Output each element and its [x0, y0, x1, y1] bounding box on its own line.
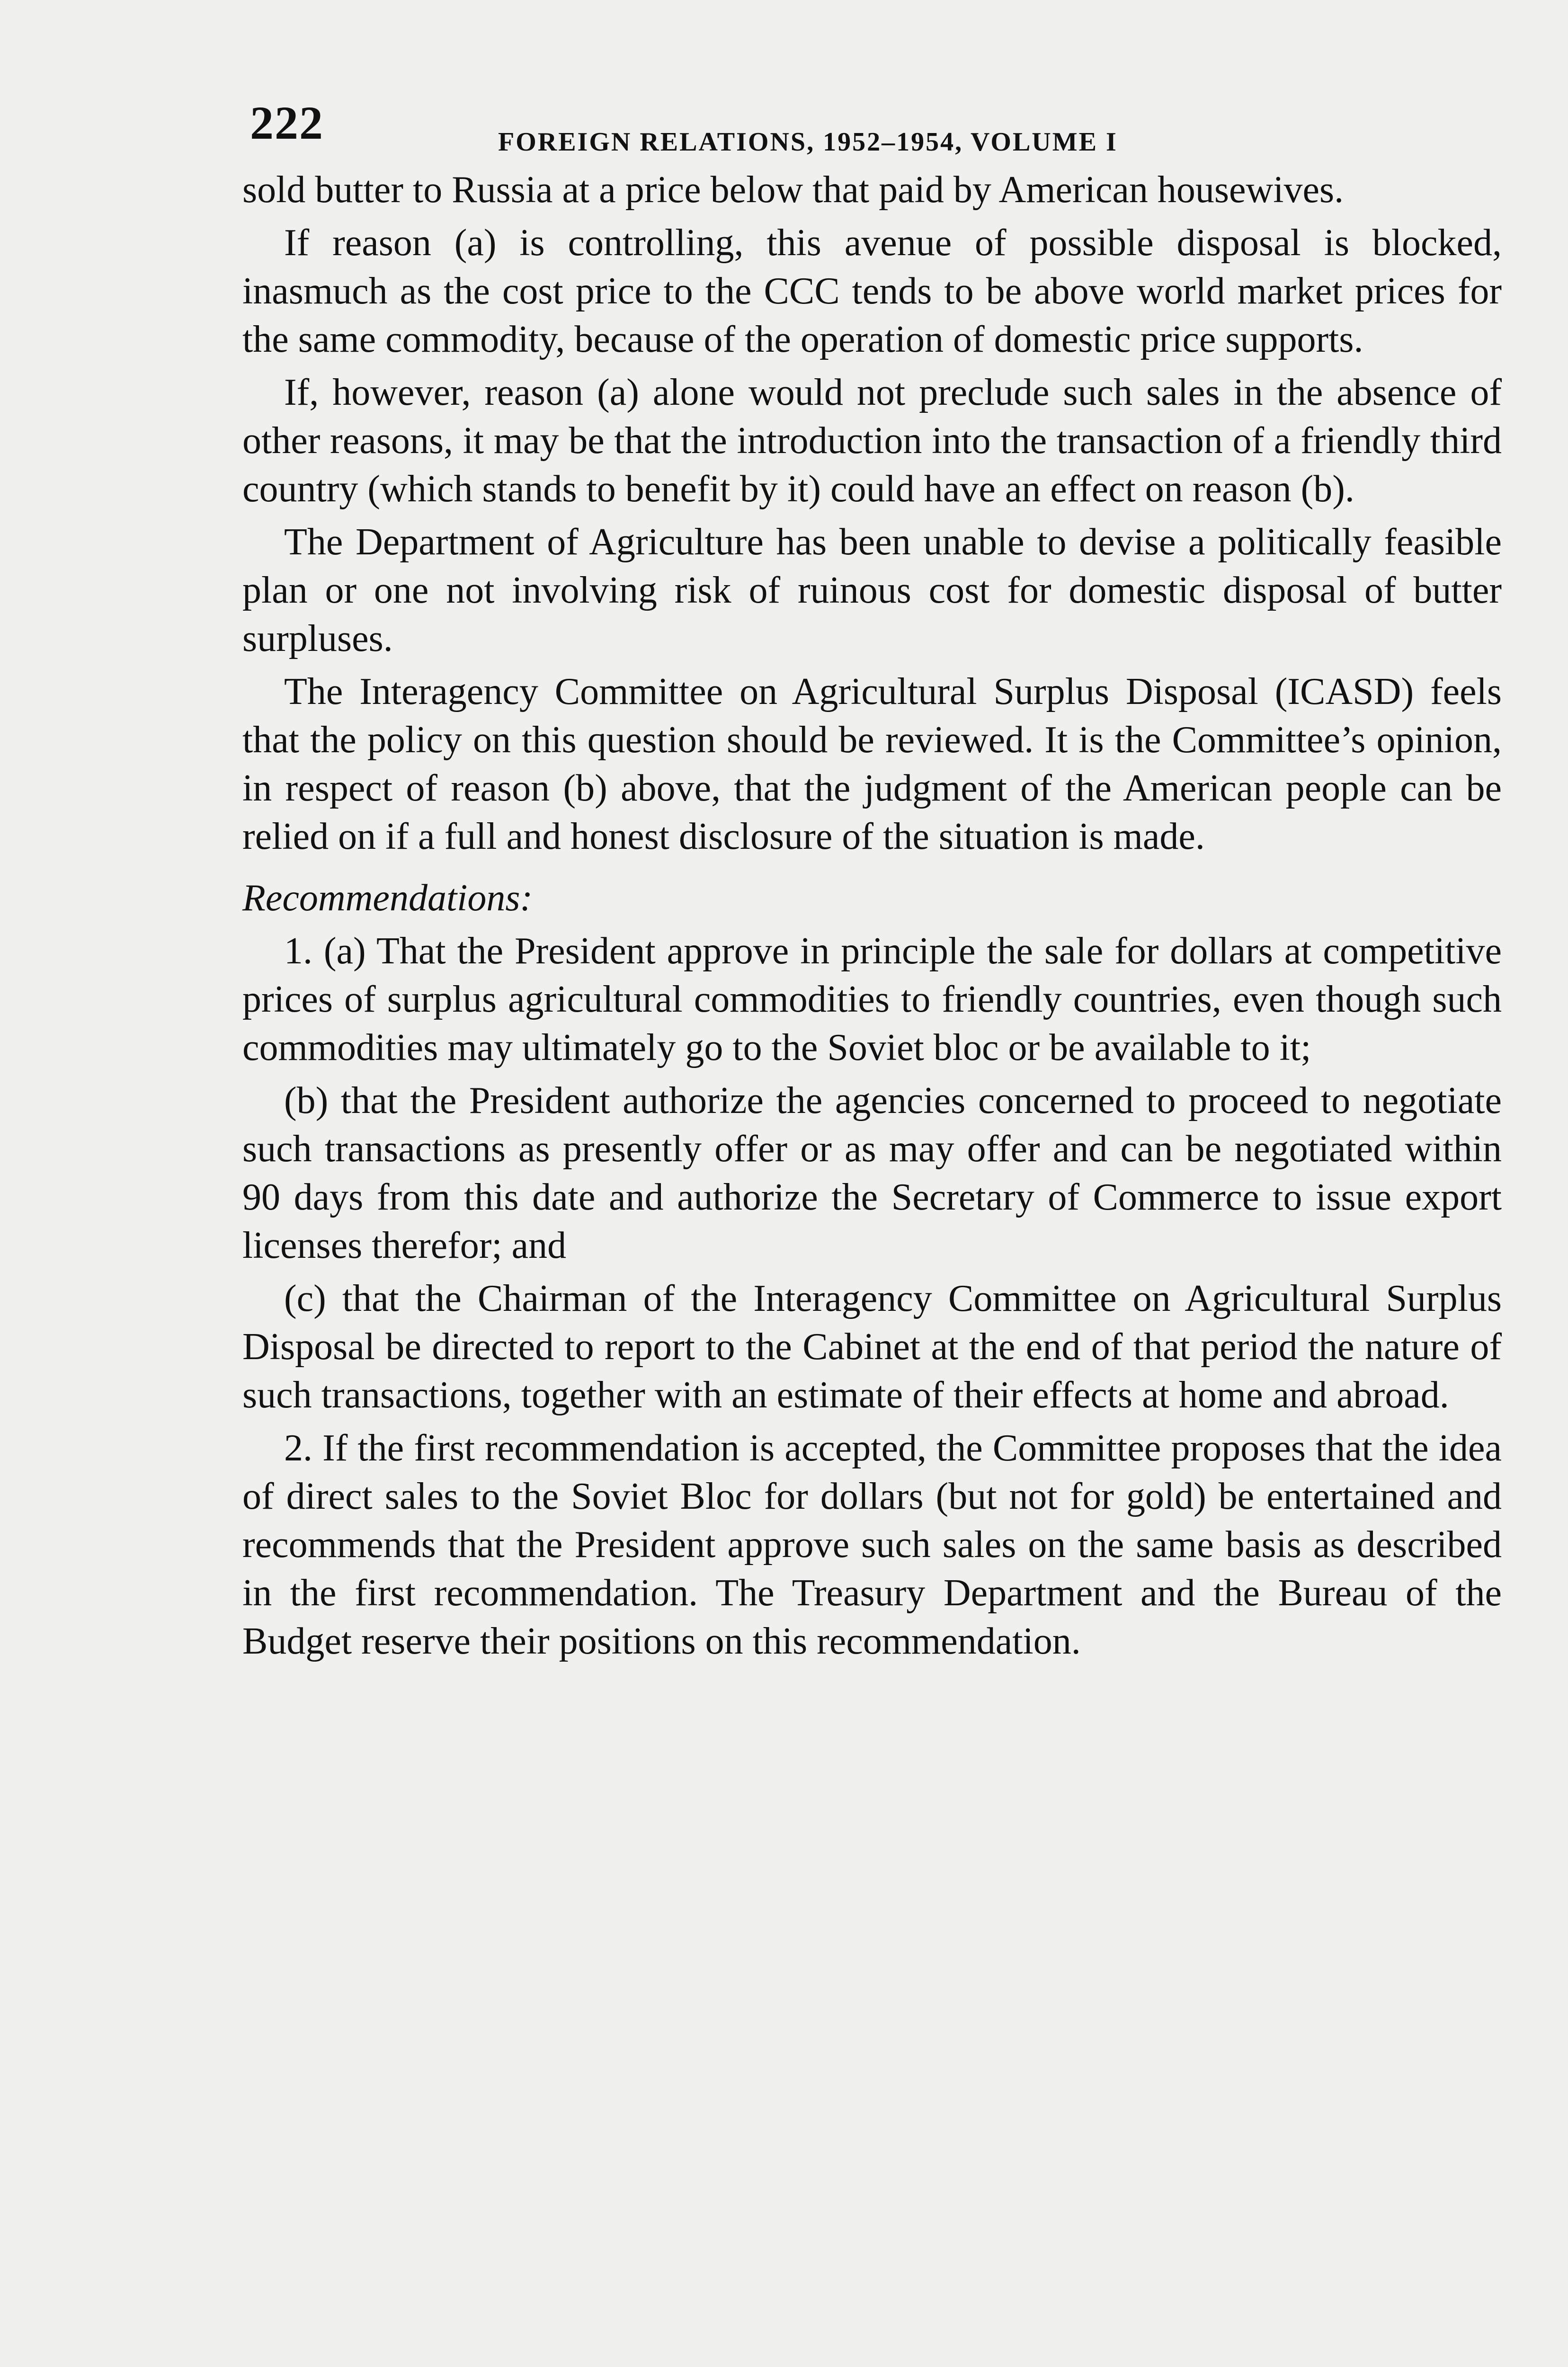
recommendation-item: 1. (a) That the President approve in principle the sale for dollars at competitive prices of surplus agricultural commodities to friendly countries, even though such commodities may ultimately go to the Soviet bloc or be available to it; [242, 930, 1502, 1068]
recommendation-item: 2. If the first recommendation is accepted, the Committee proposes that the idea of direct sales to the Soviet Bloc for dollars (but not for gold) be entertained and recommends that the President approve such sales on the same basis as described in the first recommendation. The Treasury Department and the Bureau of the Budget reserve their positions on this recommendation. [242, 1427, 1502, 1662]
paragraph-continuation: sold butter to Russia at a price below that paid by American housewives. [242, 169, 1344, 211]
running-header [242, 99, 1502, 166]
running-title: FOREIGN RELATIONS, 1952–1954, VOLUME I [498, 127, 1118, 157]
recommendations-heading: Recommendations: [242, 877, 533, 919]
paragraph: If, however, reason (a) alone would not preclude such sales in the absence of other reasons, it may be that the introduction into the transaction of a friendly third country (which stands to benefit by it) could have an effect on reason (b). [242, 372, 1502, 510]
page-content [242, 99, 1502, 1665]
paragraph: If reason (a) is controlling, this avenue of possible disposal is blocked, inasmuch as the cost price to the CCC tends to be above world market prices for the same commodity, because of the operation of domestic price supports. [242, 222, 1502, 360]
page-number: 222 [250, 97, 324, 149]
paragraph: The Interagency Committee on Agricultural Surplus Disposal (ICASD) feels that the policy on this question should be reviewed. It is the Committee’s opinion, in respect of reason (b) above, that the judgment of the American people can be relied on if a full and honest disclosure of the situation is made. [242, 671, 1502, 857]
recommendation-item: (c) that the Chairman of the Interagency Committee on Agricultural Surplus Disposal be directed to report to the Cabinet at the end of that period the nature of such transactions, together with an estimate of their effects at home and abroad. [242, 1278, 1502, 1416]
paragraph: The Department of Agriculture has been unable to devise a politically feasible plan or one not involving risk of ruinous cost for domestic disposal of butter surpluses. [242, 521, 1502, 659]
recommendation-item: (b) that the President authorize the agencies concerned to proceed to negotiate such transactions as presently offer or as may offer and can be negotiated within 90 days from this date and authorize the Secretary of Commerce to issue export licenses therefor; and [242, 1080, 1502, 1266]
body-text [242, 166, 1502, 1665]
